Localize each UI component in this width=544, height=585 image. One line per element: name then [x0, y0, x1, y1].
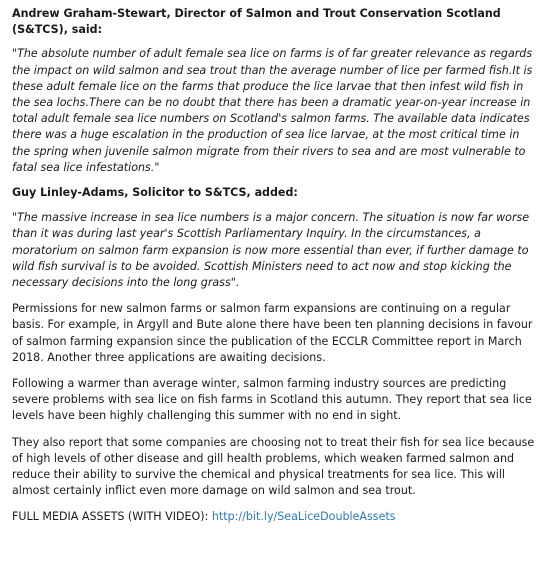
paragraph-untreated-fish: They also report that some companies are choosing not to treat their fish for sea lice because of high levels of other disease and gill health problems, which weaken farmed salmon and reduce their ability to survive the chemical and physical treatments for sea lice. This will almost certainly inflict even more damage on wild salmon and sea trout. — [12, 435, 535, 498]
media-assets-link[interactable]: http://bit.ly/SeaLiceDoubleAssets — [211, 510, 396, 524]
paragraph-warm-winter: Following a warmer than average winter, salmon farming industry sources are predicting severe problems with sea lice on fish farms in Scotland this autumn. They report that sea lice levels have been highly challenging this summer with no end in sight. — [12, 377, 532, 423]
media-assets-label: FULL MEDIA ASSETS (WITH VIDEO): — [12, 510, 212, 524]
paragraph-planning-permissions: Permissions for new salmon farms or salmon farm expansions are continuing on a regular basis. For example, in Argyll and Bute alone there have been ten planning decisions in favour of salmon farming expansion since the publication of the ECCLR Committee report in March 2018. Another three applications are awaiting decisions. — [12, 302, 533, 364]
speaker2-quote: "The massive increase in sea lice numbers is a major concern. The situation is now far worse than it was during last year's Scottish Parliamentary Inquiry. In the circumstances, a moratorium on salmon farm expansion is now more essential than ever, if further damage to wild fish survival is to be avoided. Scottish Ministers need to act now and stop kicking the necessary decisions into the long grass". — [12, 211, 530, 290]
speaker1-heading: Andrew Graham-Stewart, Director of Salmon and Trout Conservation Scotland (S&TCS), said: — [12, 7, 501, 37]
speaker1-quote: "The absolute number of adult female sea lice on farms is of far greater relevance as regards the impact on wild salmon and sea trout than the average number of lice per farmed fish.It is these adult female lice on the farms that produce the lice larvae that then infest wild fish in the sea lochs.There can be no doubt that there has been a dramatic year-on-year increase in total adult female sea lice numbers on Scotland's salmon farms. The available data indicates there was a huge escalation in the production of sea lice larvae, at the most critical time in the spring when juvenile salmon migrate from their rivers to sea and are most vulnerable to fatal sea lice infestations." — [12, 47, 533, 174]
media-assets-line — [12, 509, 536, 525]
speaker2-heading: Guy Linley-Adams, Solicitor to S&TCS, added: — [12, 186, 298, 200]
